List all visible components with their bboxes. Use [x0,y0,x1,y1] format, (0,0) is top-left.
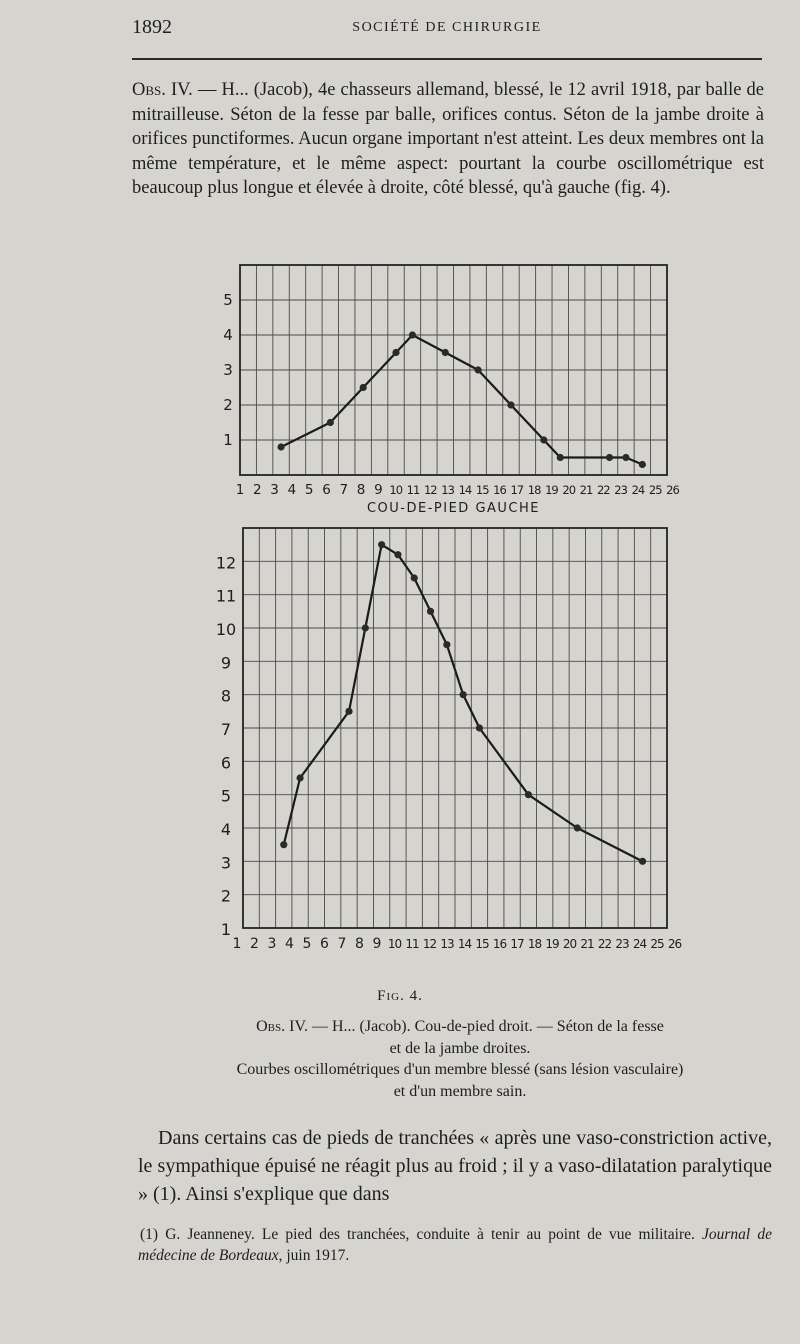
caption-line-3: Courbes oscillométriques d'un membre blessé (sans lésion vasculaire) [236,1061,684,1078]
x-tick-label: 24 [631,483,645,497]
x-tick-label: 6 [322,482,331,498]
x-tick-label: 2 [253,482,262,498]
x-tick-label: 17 [510,937,524,951]
caption-line-1-text: H... (Jacob). Cou-de-pied droit. — Séton de la fesse [327,1018,664,1035]
x-tick-label: 21 [579,483,593,497]
x-tick-label: 15 [475,937,489,951]
x-tick-label: 19 [545,483,558,497]
y-tick-label: 4 [220,820,232,839]
x-tick-label: 10 [387,937,402,951]
x-tick-label: 5 [304,482,314,498]
caption-line-1 [130,1016,790,1038]
x-tick-label: 20 [562,937,577,951]
x-tick-label: 18 [527,937,542,951]
y-tick-label: 11 [215,586,237,606]
data-point [574,824,581,831]
data-point [476,724,483,731]
running-head: SOCIÉTÉ DE CHIRURGIE [352,20,542,35]
x-tick-label: 23 [614,483,627,497]
series-line [284,545,643,862]
data-point [327,419,334,426]
x-tick-label: 16 [492,937,507,951]
x-tick-label: 7 [339,482,349,498]
x-tick-label: 24 [632,937,647,951]
caption-line-2: et de la jambe droites. [389,1039,531,1057]
footnote-date: , juin 1917. [278,1247,350,1264]
figure-label: Fig. 4. [377,988,423,1004]
x-tick-label: 12 [423,483,437,497]
data-point [540,436,547,443]
y-tick-label: 6 [220,753,232,773]
chart-title: COU-DE-PIED GAUCHE [366,501,541,516]
x-tick-label: 12 [422,937,437,951]
y-tick-label: 12 [215,553,237,573]
x-tick-label: 11 [406,483,420,497]
data-point [427,608,434,615]
x-tick-label: 1 [232,936,242,952]
y-tick-label: 1 [223,431,233,449]
x-tick-label: 13 [441,483,454,497]
y-tick-label: 3 [220,853,232,873]
data-point [639,858,646,865]
x-tick-label: 22 [597,937,612,951]
footnote-text: (1) G. Jeanneney. Le pied des tranchées, conduite à tenir au point de vue militaire. [140,1226,703,1243]
x-tick-label: 3 [270,482,279,498]
data-point [443,641,450,648]
data-point [442,349,449,356]
x-tick-label: 14 [458,483,472,497]
x-tick-label: 11 [405,937,419,951]
chart-grid-1 [243,528,667,928]
y-tick-label: 2 [223,396,233,414]
x-tick-label: 8 [355,936,364,952]
x-tick-label: 22 [596,483,610,497]
x-tick-label: 4 [285,936,294,952]
x-tick-label: 13 [440,937,454,951]
footnote-journal: Journal de médecine de Bordeaux [138,1226,772,1264]
x-tick-label: 20 [562,483,576,497]
x-tick-label: 10 [389,483,403,497]
caption-line-4: et d'un membre sain. [393,1082,527,1100]
x-tick-label: 1 [235,482,245,498]
data-point [277,443,284,450]
x-tick-label: 3 [267,936,277,952]
x-tick-label: 5 [302,936,312,952]
x-tick-label: 18 [527,483,541,497]
x-tick-label: 16 [493,483,506,497]
y-tick-label: 3 [223,361,233,379]
data-point [280,841,287,848]
observation-text: H... (Jacob), 4e chasseurs allemand, blessé, le 12 avril 1918, par balle de mitrailleuse. Séton de la fesse par balle, orifices contus. Séton de la jambe droite à orifices punctiformes. Aucun organe important n'est atteint. Les deux membres ont la même température, et le même aspect: pourtant la courbe oscillométrique est beaucoup plus longue et élevée à droite, côté blessé, qu'à gauche (fig. 4). [132,80,764,198]
x-tick-label: 7 [337,936,347,952]
x-tick-label: 26 [667,937,682,951]
observation-label: Obs. IV. — [132,80,217,100]
data-point [606,454,613,461]
figure-caption [130,1016,790,1102]
y-tick-label: 1 [220,920,232,939]
x-tick-label: 4 [287,482,297,498]
data-point [525,791,532,798]
data-point [296,774,303,781]
y-tick-label: 8 [220,686,232,706]
x-tick-label: 2 [250,936,259,952]
x-tick-label: 26 [666,483,679,497]
data-point [345,708,352,715]
y-tick-label: 9 [220,653,232,673]
x-tick-label: 19 [545,937,559,951]
data-point [411,574,418,581]
data-point [557,454,564,461]
y-tick-label: 5 [220,786,232,806]
data-point [362,624,369,631]
caption-label: Obs. IV. — [256,1018,328,1035]
data-point [409,331,416,338]
data-point [378,541,385,548]
data-point [507,401,514,408]
page-number: 1892 [132,16,172,38]
data-point [392,349,399,356]
x-tick-label: 9 [374,482,383,498]
x-tick-label: 25 [650,937,664,951]
x-tick-label: 9 [372,936,382,952]
data-point [639,461,646,468]
data-point [475,366,482,373]
x-tick-label: 23 [615,937,629,951]
data-point [460,691,467,698]
x-tick-label: 6 [320,936,329,952]
footnote [138,1224,772,1266]
y-tick-label: 2 [220,886,232,906]
chart-grid-0 [240,265,667,475]
chart-left-foot [223,265,679,516]
x-tick-label: 15 [475,483,489,497]
x-tick-label: 8 [356,482,366,498]
x-tick-label: 14 [457,937,472,951]
y-tick-label: 10 [215,620,237,639]
x-tick-label: 25 [648,483,662,497]
y-tick-label: 5 [223,291,233,309]
y-tick-label: 4 [223,326,233,344]
chart-right-foot [216,528,682,952]
body-paragraph: Dans certains cas de pieds de tranchées « après une vaso-constriction active, le sympathique épuisé ne réagit plus au froid ; il y a vaso-dilatation paralytique » (1). Ainsi s'explique que dans [138,1127,772,1205]
data-point [622,454,629,461]
data-point [394,551,401,558]
x-tick-label: 17 [510,483,524,497]
data-point [360,384,367,391]
y-tick-label: 7 [220,720,232,739]
x-tick-label: 21 [580,937,594,951]
series-line [281,335,642,465]
